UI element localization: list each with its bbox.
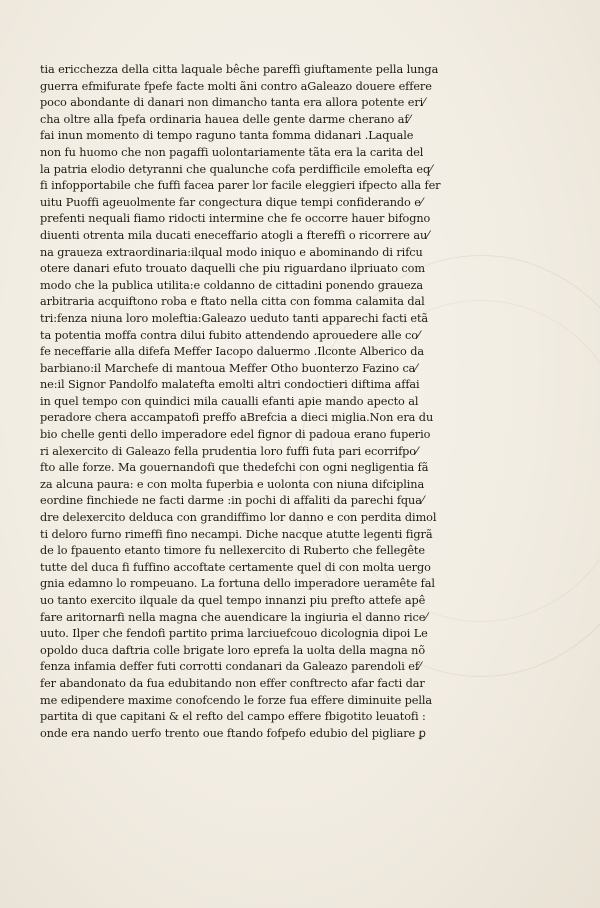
text-line: uo tanto exercito ilquale da quel tempo innanzi piu prefto attefe apê — [40, 594, 426, 607]
text-line: arbitraria acquiftono roba e ftato nella citta con fomma calamita dal — [40, 295, 425, 309]
text-line: guerra efmifurate fpefe facte molti ãni contro aGaleazo douere effere — [40, 79, 432, 93]
text-line: dre delexercito delduca con grandiffimo lor danno e con perdita dimol — [40, 511, 437, 525]
text-line: tia ericchezza della citta laquale bêche pareffi giuftamente pella lunga — [40, 63, 439, 76]
text-line: modo che la publica utilita:e coldanno de cittadini ponendo graueza — [40, 278, 424, 292]
text-line: ri alexercito di Galeazo fella prudentia loro fuffi futa pari ecorrifpo⁄ — [40, 444, 418, 458]
text-line: za alcuna paura: e con molta fuperbia e uolonta con niuna difciplina — [40, 477, 425, 491]
text-line: ti deloro furno rimeffi fino necampi. Diche nacque atutte legenti figrã — [40, 527, 433, 541]
text-line: fare aritornarfi nella magna che auendicare la ingiuria el danno rice⁄ — [40, 610, 428, 624]
text-line: gnia edamno lo rompeuano. La fortuna dello imperadore ueramête fal — [40, 577, 435, 591]
text-line: onde era nando uerfo trento oue ftando fofpefo edubio del pigliare ꝑ — [40, 726, 426, 740]
text-line: tri:fenza niuna loro moleftia:Galeazo ueduto tanti apparechi facti etã — [40, 311, 429, 325]
text-line: eordine finchiede ne facti darme :in pochi di affaliti da parechi fqua⁄ — [40, 494, 424, 508]
text-line: bio chelle genti dello imperadore edel fignor di padoua erano fuperio — [40, 428, 431, 442]
text-block — [40, 62, 560, 742]
text-line: partita di que capitani & el refto del campo effere fbigotito leuatofi : — [40, 710, 426, 724]
text-line: prefenti nequali fiamo ridocti intermine che fe occorre hauer bifogno — [40, 212, 431, 226]
text-line: de lo fpauento etanto timore fu nellexercito di Ruberto che fellegête — [40, 544, 425, 558]
text-line: opoldo duca daftria colle brigate loro eprefa la uolta della magna nõ — [40, 643, 426, 657]
text-line: tutte del duca fi fuffino accoftate certamente quel di con molta uergo — [40, 560, 431, 574]
text-line: otere danari efuto trouato daquelli che piu riguardano ilpriuato com — [40, 262, 425, 276]
text-line: la patria elodio detyranni che qualunche cofa perdifficile emolefta eq⁄ — [40, 162, 432, 176]
text-line: na graueza extraordinaria:ilqual modo iniquo e abominando di rifcu — [40, 245, 423, 259]
text-line: fe neceffarie alla difefa Meffer Iacopo daluermo .Ilconte Alberico da — [40, 345, 424, 359]
text-line: barbiano:il Marchefe di mantoua Meffer Otho buonterzo Fazino ca⁄ — [40, 361, 418, 375]
text-line: poco abondante di danari non dimancho tanta era allora potente eri⁄ — [40, 96, 425, 110]
text-line: fer abandonato da fua edubitando non effer conftrecto afar facti dar — [40, 676, 425, 690]
text-line: in quel tempo con quindici mila caualli efanti apie mando apecto al — [40, 394, 419, 408]
text-line: cha oltre alla fpefa ordinaria hauea delle gente darme cherano af⁄ — [40, 112, 411, 126]
text-line: fenza infamia deffer futi corrotti condanari da Galeazo parendoli ef⁄ — [40, 660, 421, 674]
text-line: fto alle forze. Ma gouernandofi que thedefchi con ogni negligentia fã — [40, 461, 429, 475]
text-line: fi infopportabile che fuffi facea parer lor facile eleggieri ifpecto alla fer — [40, 179, 441, 193]
text-line: uuto. Ilper che fendofi partito prima larciuefcouo dicolognia dipoi Le — [40, 627, 428, 641]
text-line: ta potentia moffa contra dilui fubito attendendo aprouedere alle co⁄ — [40, 328, 420, 342]
text-line: non fu huomo che non pagaffi uolontariamente tãta era la carita del — [40, 145, 424, 159]
text-line: peradore chera accampatofi preffo aBrefcia a dieci miglia.Non era du — [40, 411, 434, 425]
text-line: diuenti otrenta mila ducati eneceffario atogli a ftereffi o ricorrere au⁄ — [40, 228, 429, 242]
text-line: fai inun momento di tempo raguno tanta fomma didanari .Laquale — [40, 129, 414, 143]
text-line: me edipendere maxime conofcendo le forze fua effere diminuite pella — [40, 693, 433, 707]
text-line: ne:il Signor Pandolfo malatefta emolti altri condoctieri diftima affai — [40, 378, 420, 392]
text-line: uitu Puoffi ageuolmente far congectura dique tempi confiderando e⁄ — [40, 195, 423, 209]
